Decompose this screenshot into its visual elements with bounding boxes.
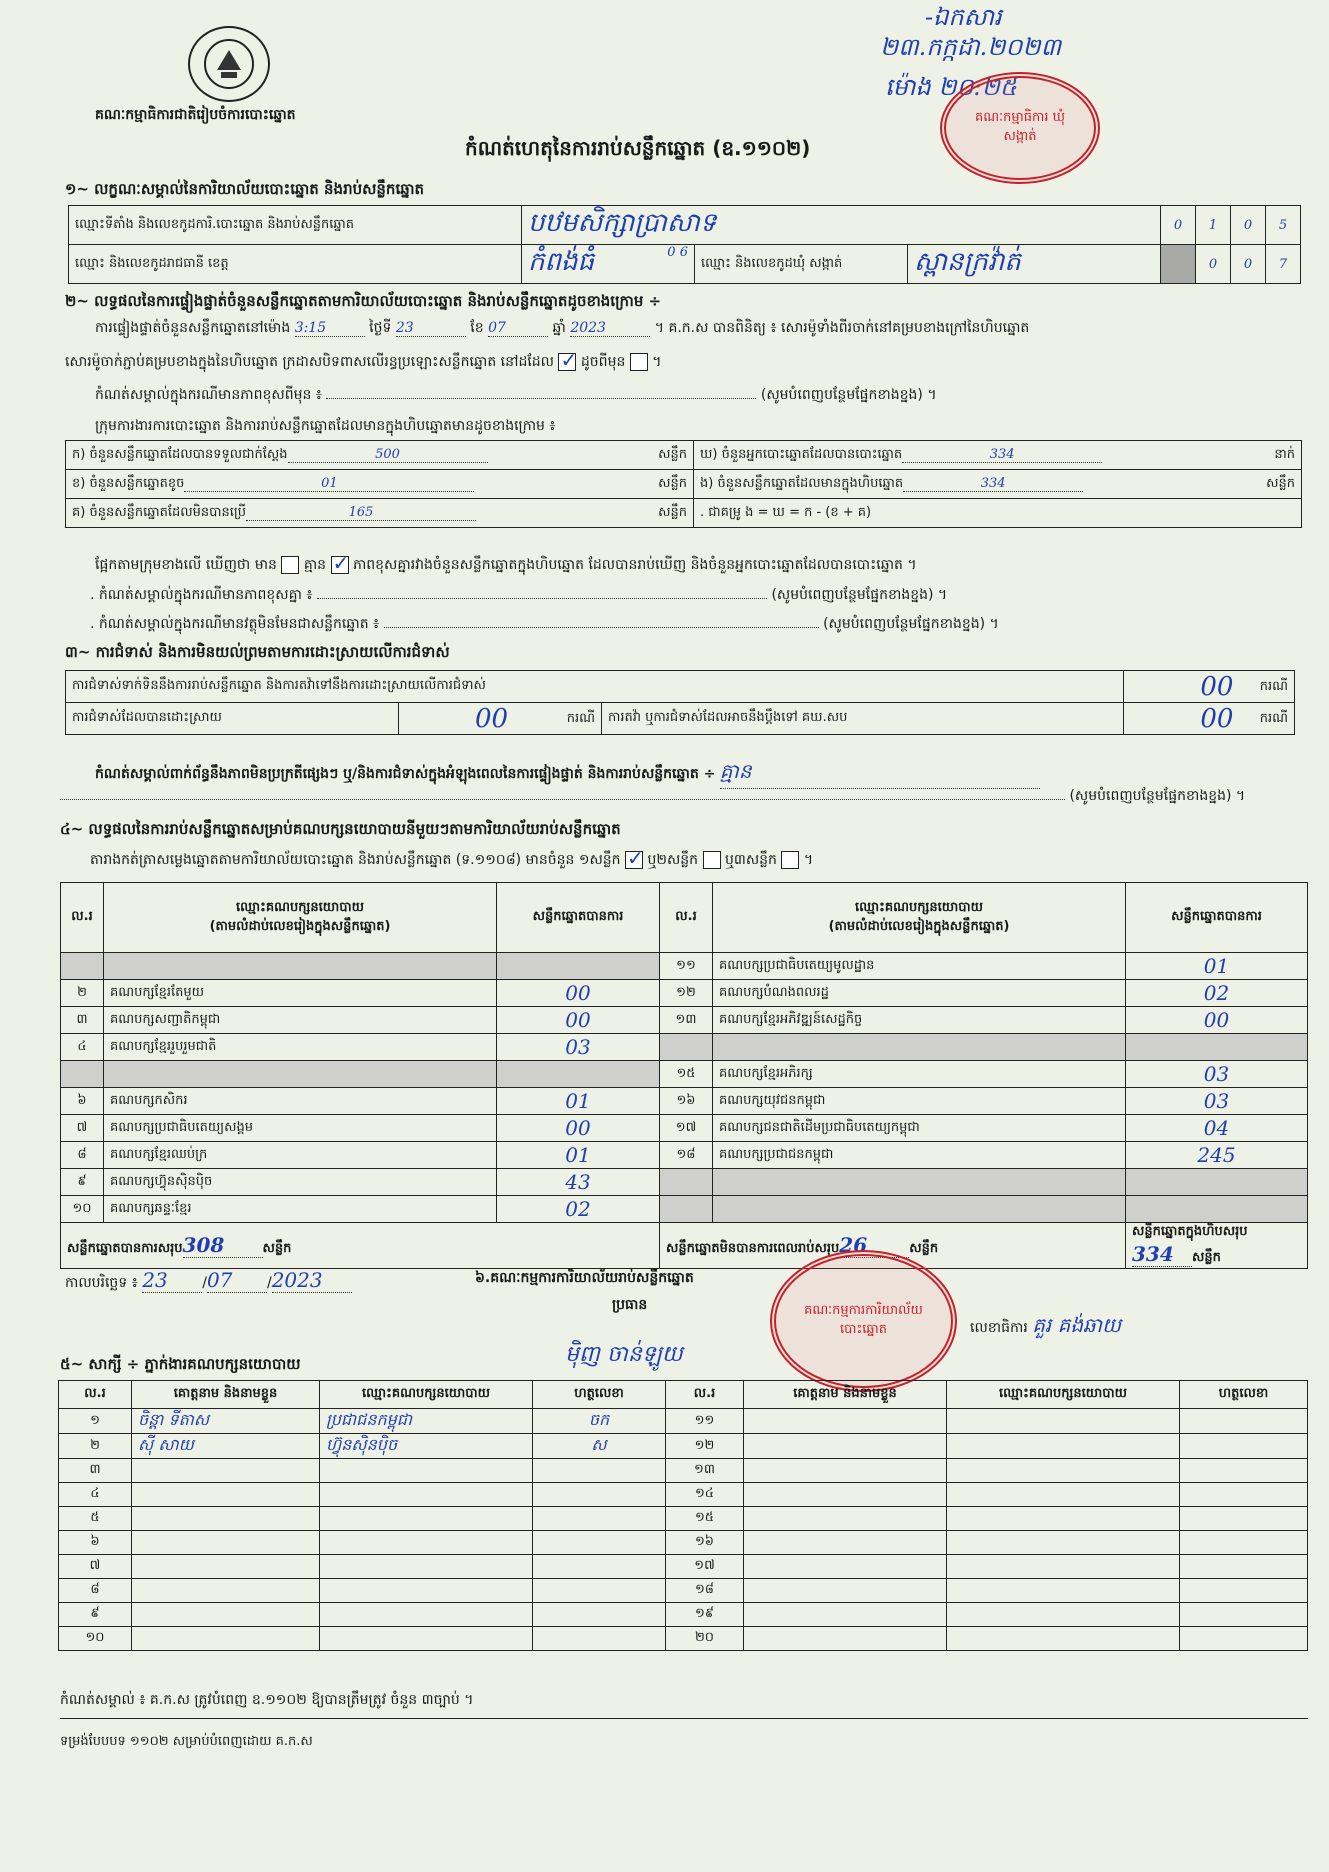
line1-year-label: ឆ្នាំ bbox=[552, 320, 566, 336]
corner-time: ម៉ោង ២០:២៥ bbox=[885, 73, 1017, 101]
check-time: 3:15 bbox=[295, 320, 365, 337]
w-no-cell: ៩ bbox=[59, 1603, 132, 1627]
witness-row bbox=[59, 1507, 1308, 1531]
party-no-cell: ១៨ bbox=[660, 1142, 713, 1169]
note-non-ballot: . កំណត់សម្គាល់ក្នុងករណីមានវត្ថុមិនមែនជាសន្លឹកឆ្នោត ៖ (សូមបំពេញបន្ថែមផ្នែកខាងខ្នង) ។ bbox=[90, 616, 999, 632]
w-no-cell: ៧ bbox=[59, 1555, 132, 1579]
party-votes-cell: 03 bbox=[497, 1034, 660, 1061]
irregularity-hint-line: (សូមបំពេញបន្ថែមផ្នែកខាងខ្នង) ។ bbox=[60, 786, 1245, 807]
ballot-count-table bbox=[65, 440, 1302, 528]
w-name-cell bbox=[744, 1507, 947, 1531]
w-party-cell bbox=[947, 1603, 1180, 1627]
party-name-cell: គណបក្សប្រជាធិបតេយ្យសង្គម bbox=[104, 1115, 497, 1142]
party-name-cell: គណបក្សយុវជនកម្ពុជា bbox=[713, 1088, 1126, 1115]
w-col-name: គោត្តនាម និងនាមខ្លួន bbox=[744, 1381, 947, 1409]
w-name-cell bbox=[132, 1507, 320, 1531]
witness-row bbox=[59, 1483, 1308, 1507]
party-name-cell: គណបក្សបំណងពលរដ្ឋ bbox=[713, 980, 1126, 1007]
party-row bbox=[61, 953, 1308, 980]
party-no-cell: ៨ bbox=[61, 1142, 104, 1169]
footer-note: កំណត់សម្គាល់ ៖ គ.ក.ស ត្រូវបំពេញ ឧ.១១០២ ឱ្យបានត្រឹមត្រូវ ចំនួន ៣ច្បាប់ ។ bbox=[60, 1692, 474, 1708]
line1-text: ការផ្ទៀងផ្ទាត់ចំនួនសន្លឹកឆ្នោតនៅម៉ោង bbox=[95, 320, 291, 336]
party-no-cell: ៧ bbox=[61, 1115, 104, 1142]
party-name-cell bbox=[713, 1196, 1126, 1223]
commune-handwritten: ស្ពានក្រវ៉ាត់ bbox=[914, 247, 1021, 277]
party-no-cell: ១២ bbox=[660, 980, 713, 1007]
party-votes-cell: 01 bbox=[1126, 953, 1308, 980]
party-votes-cell: 02 bbox=[1126, 980, 1308, 1007]
party-votes-cell bbox=[1126, 1034, 1308, 1061]
national-election-committee-logo-icon bbox=[188, 26, 270, 102]
section2-title: ២~ លទ្ធផលនៃការផ្ទៀងផ្ទាត់ចំនួនសន្លឹកឆ្នោតតាមការិយាល័យបោះឆ្នោត និងរាប់សន្លឹកឆ្នោតដូចខាងក្រោម ÷ bbox=[65, 292, 662, 310]
ballots-in-box: 334 bbox=[903, 476, 1083, 492]
party-name-cell: គណបក្សខ្មែរតែមួយ bbox=[104, 980, 497, 1007]
w-party-cell bbox=[947, 1459, 1180, 1483]
party-row bbox=[61, 1115, 1308, 1142]
count-row-a: ក) ចំនួនសន្លឹកឆ្នោតដែលបានទទួលជាក់ស្តែង 500 សន្លឹក bbox=[66, 441, 694, 470]
witness-row bbox=[59, 1627, 1308, 1651]
no-difference-checkbox[interactable] bbox=[331, 556, 349, 574]
section2-line4: ក្រុមការងារការបោះឆ្នោត និងការរាប់សន្លឹកឆ្នោតដែលមានក្នុងហិបឆ្នោតមានដូចខាងក្រោម ៖ bbox=[95, 418, 556, 434]
party-no-cell: ៤ bbox=[61, 1034, 104, 1061]
witness-row bbox=[59, 1603, 1308, 1627]
w-col-party: ឈ្មោះគណបក្សនយោបាយ bbox=[947, 1381, 1180, 1409]
code-digit: 0 bbox=[1231, 206, 1266, 245]
check-month: 07 bbox=[488, 320, 548, 337]
section2-line3 bbox=[95, 385, 937, 406]
has-difference-checkbox[interactable] bbox=[281, 556, 299, 574]
chair-label: ប្រធាន bbox=[612, 1297, 648, 1313]
w-party-cell: ហ៊្វុនស៊ិនប៉ិច bbox=[320, 1434, 533, 1459]
w-no-cell: ៤ bbox=[59, 1483, 132, 1507]
commune-label: ឈ្មោះ និងលេខកូដឃុំ សង្កាត់ bbox=[695, 245, 908, 284]
party-row bbox=[61, 1169, 1308, 1196]
party-votes-cell: 00 bbox=[497, 1007, 660, 1034]
line3-hint: (សូមបំពេញបន្ថែមផ្នែកខាងខ្នង) ។ bbox=[760, 387, 937, 403]
party-results-table bbox=[60, 882, 1308, 1269]
secretary-label: លេខាធិការ គួរ គង់ឆាយ bbox=[970, 1313, 1122, 1337]
w-no-cell: ១៧ bbox=[666, 1555, 744, 1579]
section1-table bbox=[68, 205, 1301, 284]
party-name-cell: គណបក្សជនជាតិដើមប្រជាធិបតេយ្យកម្ពុជា bbox=[713, 1115, 1126, 1142]
party-name-cell: គណបក្សហ៊្វុនស៊ិនប៉ិច bbox=[104, 1169, 497, 1196]
unused-ballots: 165 bbox=[246, 505, 476, 521]
province-code: 0 bbox=[667, 245, 676, 260]
line3-text: កំណត់សម្គាល់ក្នុងករណីមានភាពខុសពីមុន ៖ bbox=[95, 387, 322, 403]
w-sign-cell bbox=[1180, 1434, 1308, 1459]
w-name-cell bbox=[132, 1579, 320, 1603]
objections-table bbox=[65, 670, 1295, 735]
section2-compare bbox=[95, 555, 917, 576]
w-party-cell bbox=[947, 1409, 1180, 1434]
resolved-label: ការជំទាស់ដែលបានដោះស្រាយ bbox=[66, 703, 399, 735]
compare-tail: ភាពខុសគ្នារវាងចំនួនសន្លឹកឆ្នោតក្នុងហិបឆ្នោត ដែលបានរាប់ឃើញ និងចំនួនអ្នកបោះឆ្នោតដែលបានបោះឆ្នោត ។ bbox=[352, 557, 917, 573]
party-votes-cell: 00 bbox=[1126, 1007, 1308, 1034]
w-sign-cell bbox=[1180, 1507, 1308, 1531]
party-votes-cell: 03 bbox=[1126, 1061, 1308, 1088]
party-name-cell bbox=[104, 1061, 497, 1088]
w-sign-cell bbox=[533, 1459, 666, 1483]
witness-row bbox=[59, 1459, 1308, 1483]
w-name-cell bbox=[132, 1603, 320, 1627]
location-handwritten: បឋមសិក្សាប្រាសាទ bbox=[528, 208, 717, 238]
party-name-cell: គណបក្សខ្មែររួបរួមជាតិ bbox=[104, 1034, 497, 1061]
party-row bbox=[61, 980, 1308, 1007]
compare-text: ផ្អែកតាមក្រុមខាងលើ ឃើញថា មាន bbox=[95, 557, 277, 573]
w-name-cell bbox=[132, 1531, 320, 1555]
w-no-cell: ៥ bbox=[59, 1507, 132, 1531]
party-row bbox=[61, 1034, 1308, 1061]
party-row bbox=[61, 1088, 1308, 1115]
province-handwritten: កំពង់ធំ bbox=[528, 247, 595, 277]
no-difference-label: គ្មាន bbox=[303, 557, 327, 573]
w-party-cell bbox=[320, 1459, 533, 1483]
witness-row bbox=[59, 1434, 1308, 1459]
code-digit: 5 bbox=[1266, 206, 1301, 245]
w-party-cell bbox=[947, 1555, 1180, 1579]
w-col-name: គោត្តនាម និងនាមខ្លួន bbox=[132, 1381, 320, 1409]
w-name-cell bbox=[132, 1459, 320, 1483]
three-sheets-checkbox[interactable] bbox=[781, 851, 799, 869]
w-name-cell: ចិន្តា ទីតាស bbox=[132, 1409, 320, 1434]
w-no-cell: ២ bbox=[59, 1434, 132, 1459]
party-name-cell: គណបក្សខ្មែរអភិវឌ្ឍន៍សេដ្ឋកិច្ច bbox=[713, 1007, 1126, 1034]
party-no-cell: ១៣ bbox=[660, 1007, 713, 1034]
same-as-before-label: ដូចពីមុន bbox=[580, 354, 626, 370]
party-no-cell: ១៧ bbox=[660, 1115, 713, 1142]
objection-label: ការជំទាស់ទាក់ទិននឹងការរាប់សន្លឹកឆ្នោត និងការតវ៉ាទៅនឹងការដោះស្រាយលើការជំទាស់ bbox=[66, 671, 1124, 703]
party-row bbox=[61, 1142, 1308, 1169]
w-party-cell bbox=[947, 1507, 1180, 1531]
chair-signature: ម៉ិញ ចាន់ឡូយ bbox=[565, 1342, 683, 1367]
w-sign-cell bbox=[533, 1603, 666, 1627]
party-no-cell: ១៥ bbox=[660, 1061, 713, 1088]
party-votes-cell: 245 bbox=[1126, 1142, 1308, 1169]
party-row bbox=[61, 1007, 1308, 1034]
w-no-cell: ១៣ bbox=[666, 1459, 744, 1483]
party-votes-cell: 03 bbox=[1126, 1088, 1308, 1115]
w-name-cell bbox=[744, 1459, 947, 1483]
w-col-sign: ហត្ថលេខា bbox=[1180, 1381, 1308, 1409]
total-all: សន្លឹកឆ្នោតក្នុងហិបសរុប334 សន្លឹក bbox=[1126, 1223, 1308, 1269]
section4-title: ៤~ លទ្ធផលនៃការរាប់សន្លឹកឆ្នោតសម្រាប់គណបក្សនយោបាយនីមួយៗតាមការិយាល័យរាប់សន្លឹកឆ្នោត bbox=[60, 820, 621, 838]
resolved-count: 00 ករណី bbox=[399, 703, 602, 735]
count-row-d: ឃ) ចំនួនអ្នកបោះឆ្នោតដែលបានបោះឆ្នោត 334 នាក់ bbox=[694, 441, 1302, 470]
line2-text: សោរម៉ូចាក់ភ្ជាប់គម្របខាងក្នុងនៃហិបឆ្នោត ក្រដាសបិទពាសលើរន្ធប្រឡោះសន្លឹកឆ្នោត នៅដដែល bbox=[65, 354, 554, 370]
w-sign-cell bbox=[1180, 1409, 1308, 1434]
w-party-cell bbox=[320, 1483, 533, 1507]
committee-label: ៦.គណៈកម្មការការិយាល័យរាប់សន្លឹកឆ្នោត bbox=[475, 1270, 694, 1286]
party-name-cell: គណបក្សប្រជាជនកម្ពុជា bbox=[713, 1142, 1126, 1169]
code-digit: 0 bbox=[1161, 206, 1196, 245]
section1-title: ១~ លក្ខណៈសម្គាល់នៃការិយាល័យបោះឆ្នោត និងរាប់សន្លឹកឆ្នោត bbox=[65, 180, 425, 198]
col-votes: សន្លឹកឆ្នោតបានការ bbox=[497, 883, 660, 953]
party-no-cell: ៦ bbox=[61, 1088, 104, 1115]
line1-tail: ។ គ.ក.ស បានពិនិត្យ ៖ សោរម៉ូទាំងពីរចាក់នៅគម្របខាងក្រៅនៃហិបឆ្នោត bbox=[654, 320, 1030, 336]
count-row-c: គ) ចំនួនសន្លឹកឆ្នោតដែលមិនបានប្រើ 165 សន្លឹក bbox=[66, 499, 694, 528]
w-sign-cell bbox=[533, 1579, 666, 1603]
party-votes-cell: 00 bbox=[497, 980, 660, 1007]
w-name-cell bbox=[744, 1603, 947, 1627]
party-no-cell: ៣ bbox=[61, 1007, 104, 1034]
party-no-cell bbox=[660, 1169, 713, 1196]
col-party: ឈ្មោះគណបក្សនយោបាយ (តាមលំដាប់លេខរៀងក្នុងសន្លឹកឆ្នោត) bbox=[104, 883, 497, 953]
province-code: 6 bbox=[679, 245, 688, 260]
form-reference: ទម្រង់បែបបទ ១១០២ សម្រាប់បំពេញដោយ គ.ក.ស bbox=[60, 1734, 313, 1749]
witness-row bbox=[59, 1555, 1308, 1579]
party-votes-cell: 02 bbox=[497, 1196, 660, 1223]
party-name-cell: គណបក្សប្រជាធិបតេយ្យមូលដ្ឋាន bbox=[713, 953, 1126, 980]
party-votes-cell: 04 bbox=[1126, 1115, 1308, 1142]
section5-title: ៥~ សាក្សី ÷ ភ្នាក់ងារគណបក្សនយោបាយ bbox=[60, 1355, 301, 1373]
w-sign-cell bbox=[1180, 1555, 1308, 1579]
w-name-cell bbox=[744, 1555, 947, 1579]
party-no-cell bbox=[61, 1061, 104, 1088]
witness-table bbox=[58, 1380, 1308, 1651]
party-no-cell bbox=[660, 1196, 713, 1223]
party-name-cell: គណបក្សឆន្ទៈខ្មែរ bbox=[104, 1196, 497, 1223]
w-no-cell: ៦ bbox=[59, 1531, 132, 1555]
w-name-cell bbox=[744, 1627, 947, 1651]
appeal-count: 00 ករណី bbox=[1124, 703, 1295, 735]
party-no-cell: ៩ bbox=[61, 1169, 104, 1196]
commune-code-digit: 0 bbox=[1231, 245, 1266, 284]
w-no-cell: ១៨ bbox=[666, 1579, 744, 1603]
w-party-cell bbox=[320, 1555, 533, 1579]
commune-value bbox=[908, 245, 1161, 284]
irregularity-note: កំណត់សម្គាល់ពាក់ព័ន្ធនឹងភាពមិនប្រក្រតីផ្សេងៗ ឬ/និងការជំទាស់ក្នុងអំឡុងពេលនៃការផ្ទៀងផ្ទាត់ និងការរាប់សន្លឹកឆ្នោត ÷ គ្មាន bbox=[95, 758, 1040, 789]
check-day: 23 bbox=[396, 320, 466, 337]
w-sign-cell bbox=[1180, 1459, 1308, 1483]
party-name-cell bbox=[713, 1169, 1126, 1196]
footer-divider bbox=[60, 1718, 1308, 1719]
party-name-cell: គណបក្សខ្មែរអភិរក្ស bbox=[713, 1061, 1126, 1088]
party-votes-cell: 01 bbox=[497, 1088, 660, 1115]
w-sign-cell bbox=[1180, 1627, 1308, 1651]
col-party: ឈ្មោះគណបក្សនយោបាយ (តាមលំដាប់លេខរៀងក្នុងសន្លឹកឆ្នោត) bbox=[713, 883, 1126, 953]
w-sign-cell bbox=[1180, 1603, 1308, 1627]
org-name: គណៈកម្មាធិការជាតិរៀបចំការបោះឆ្នោត bbox=[95, 107, 296, 123]
w-name-cell bbox=[744, 1483, 947, 1507]
w-name-cell bbox=[132, 1627, 320, 1651]
intact-checkbox[interactable] bbox=[558, 353, 576, 371]
commune-code-digit: 7 bbox=[1266, 245, 1301, 284]
w-sign-cell: ចក bbox=[533, 1409, 666, 1434]
party-no-cell: ១១ bbox=[660, 953, 713, 980]
w-party-cell bbox=[320, 1603, 533, 1627]
w-no-cell: ១៩ bbox=[666, 1603, 744, 1627]
total-invalid: សន្លឹកឆ្នោតមិនបានការពេលរាប់សរុប26 សន្លឹក bbox=[660, 1223, 1126, 1269]
w-sign-cell: ស bbox=[533, 1434, 666, 1459]
w-party-cell bbox=[947, 1531, 1180, 1555]
w-col-party: ឈ្មោះគណបក្សនយោបាយ bbox=[320, 1381, 533, 1409]
party-name-cell bbox=[713, 1034, 1126, 1061]
count-row-e: ង) ចំនួនសន្លឹកឆ្នោតដែលមានក្នុងហិបឆ្នោត 334 សន្លឹក bbox=[694, 470, 1302, 499]
w-name-cell bbox=[744, 1531, 947, 1555]
col-votes: សន្លឹកឆ្នោតបានការ bbox=[1126, 883, 1308, 953]
top-seal-text: គណៈកម្មាធិការ ឃុំ សង្កាត់ bbox=[975, 110, 1065, 144]
witness-row bbox=[59, 1409, 1308, 1434]
date-line: កាលបរិច្ឆេទ ៖ 23 /07 /2023 bbox=[65, 1268, 352, 1294]
form-title: កំណត់ហេតុនៃការរាប់សន្លឹកឆ្នោត (ឧ.១១០២) bbox=[465, 136, 811, 160]
total-valid: សន្លឹកឆ្នោតបានការសរុប308 សន្លឹក bbox=[61, 1223, 660, 1269]
party-votes-cell: 43 bbox=[497, 1169, 660, 1196]
party-row bbox=[61, 1196, 1308, 1223]
section2-line1 bbox=[95, 318, 1305, 339]
w-party-cell bbox=[947, 1579, 1180, 1603]
party-name-cell: គណបក្សខ្មែរឈប់ក្រ bbox=[104, 1142, 497, 1169]
party-name-cell: គណបក្សកសិករ bbox=[104, 1088, 497, 1115]
received-ballots: 500 bbox=[288, 447, 488, 463]
w-no-cell: ១០ bbox=[59, 1627, 132, 1651]
party-no-cell: ១៦ bbox=[660, 1088, 713, 1115]
w-sign-cell bbox=[533, 1507, 666, 1531]
party-votes-cell: 00 bbox=[497, 1115, 660, 1142]
w-party-cell bbox=[320, 1579, 533, 1603]
w-party-cell bbox=[320, 1627, 533, 1651]
w-col-no: ល.រ bbox=[666, 1381, 744, 1409]
party-votes-cell bbox=[497, 953, 660, 980]
corner-date: ២៣.កក្កដា.២០២៣ bbox=[880, 33, 1062, 61]
party-row bbox=[61, 1061, 1308, 1088]
w-sign-cell bbox=[1180, 1579, 1308, 1603]
count-formula: . ជាគម្រូ ង = ឃ = ក - (ខ + គ) bbox=[694, 499, 1302, 528]
w-sign-cell bbox=[533, 1555, 666, 1579]
w-name-cell bbox=[744, 1579, 947, 1603]
w-party-cell bbox=[320, 1531, 533, 1555]
w-sign-cell bbox=[533, 1531, 666, 1555]
secretary-signature: គួរ គង់ឆាយ bbox=[1032, 1313, 1122, 1337]
bottom-seal-stamp-icon bbox=[770, 1250, 957, 1392]
w-party-cell bbox=[320, 1507, 533, 1531]
appeal-label: ការតវ៉ា ឬការជំទាស់ដែលអាចនឹងប្តឹងទៅ គឃ.សប bbox=[602, 703, 1124, 735]
w-name-cell bbox=[132, 1555, 320, 1579]
party-votes-cell bbox=[497, 1061, 660, 1088]
w-sign-cell bbox=[533, 1483, 666, 1507]
count-row-b: ខ) ចំនួនសន្លឹកឆ្នោតខូច 01 សន្លឹក bbox=[66, 470, 694, 499]
w-no-cell: ២០ bbox=[666, 1627, 744, 1651]
party-name-cell: គណបក្សសញ្ជាតិកម្ពុជា bbox=[104, 1007, 497, 1034]
w-name-cell bbox=[744, 1409, 947, 1434]
code-digit: 1 bbox=[1196, 206, 1231, 245]
section4-subtitle: តារាងកត់ត្រាសម្លេងឆ្នោតតាមការិយាល័យបោះឆ្នោត និងរាប់សន្លឹកឆ្នោត (ទ.១១០៨) មានចំនួន ១សន្លឹក ✓ ឬ២សន្លឹក ឬ៣សន្លឹក ។ bbox=[90, 850, 813, 871]
bottom-seal-text: គណៈកម្មការការិយាល័យបោះឆ្នោត bbox=[804, 1303, 923, 1337]
two-sheets-checkbox[interactable] bbox=[703, 851, 721, 869]
party-votes-cell bbox=[1126, 1169, 1308, 1196]
w-party-cell: ប្រជាជនកម្ពុជា bbox=[320, 1409, 533, 1434]
w-no-cell: ១៥ bbox=[666, 1507, 744, 1531]
w-sign-cell bbox=[1180, 1531, 1308, 1555]
one-sheet-checkbox[interactable] bbox=[625, 851, 643, 869]
voters-voted: 334 bbox=[902, 447, 1102, 463]
party-no-cell bbox=[61, 953, 104, 980]
w-party-cell bbox=[947, 1434, 1180, 1459]
commune-code-digit: 0 bbox=[1196, 245, 1231, 284]
w-name-cell bbox=[132, 1483, 320, 1507]
w-party-cell bbox=[947, 1483, 1180, 1507]
party-votes-cell: 01 bbox=[497, 1142, 660, 1169]
w-col-no: ល.រ bbox=[59, 1381, 132, 1409]
top-seal-stamp-icon bbox=[940, 72, 1100, 184]
witness-row bbox=[59, 1531, 1308, 1555]
w-no-cell: ១២ bbox=[666, 1434, 744, 1459]
same-as-before-checkbox[interactable] bbox=[630, 353, 648, 371]
irregularity-value: គ្មាន bbox=[720, 758, 1040, 789]
location-value bbox=[522, 206, 1161, 245]
spoiled-ballots: 01 bbox=[184, 476, 474, 492]
province-value bbox=[522, 245, 695, 284]
corner-note: -ឯកសារ bbox=[925, 3, 1002, 31]
w-name-cell: ស៊ី សាយ bbox=[132, 1434, 320, 1459]
line1-day-label: ថ្ងៃទី bbox=[369, 320, 392, 336]
location-label: ឈ្មោះទីតាំង និងលេខកូដការិ.បោះឆ្នោត និងរាប់សន្លឹកឆ្នោត bbox=[69, 206, 522, 245]
w-name-cell bbox=[744, 1434, 947, 1459]
section2-line2: សោរម៉ូចាក់ភ្ជាប់គម្របខាងក្នុងនៃហិបឆ្នោត ក្រដាសបិទពាសលើរន្ធប្រឡោះសន្លឹកឆ្នោត នៅដដែល ✓ ដូចពីមុន ។ bbox=[65, 352, 661, 373]
note-difference: . កំណត់សម្គាល់ក្នុងករណីមានភាពខុសគ្នា ៖ (សូមបំពេញបន្ថែមផ្នែកខាងខ្នង) ។ bbox=[90, 587, 948, 603]
w-no-cell: ៨ bbox=[59, 1579, 132, 1603]
party-no-cell: ២ bbox=[61, 980, 104, 1007]
party-no-cell bbox=[660, 1034, 713, 1061]
province-label: ឈ្មោះ និងលេខកូដរាជធានី ខេត្ត bbox=[69, 245, 522, 284]
section3-title: ៣~ ការជំទាស់ និងការមិនយល់ព្រមតាមការដោះស្រាយលើការជំទាស់ bbox=[65, 643, 450, 661]
party-no-cell: ១០ bbox=[61, 1196, 104, 1223]
w-no-cell: ១១ bbox=[666, 1409, 744, 1434]
check-year: 2023 bbox=[570, 320, 650, 337]
objection-count: 00 ករណី bbox=[1124, 671, 1295, 703]
w-no-cell: ១ bbox=[59, 1409, 132, 1434]
line1-month-label: ខែ bbox=[470, 320, 484, 336]
col-no: ល.រ bbox=[660, 883, 713, 953]
w-no-cell: ១៤ bbox=[666, 1483, 744, 1507]
w-no-cell: ៣ bbox=[59, 1459, 132, 1483]
witness-row bbox=[59, 1579, 1308, 1603]
w-sign-cell bbox=[533, 1627, 666, 1651]
col-no: ល.រ bbox=[61, 883, 104, 953]
w-no-cell: ១៦ bbox=[666, 1531, 744, 1555]
party-votes-cell bbox=[1126, 1196, 1308, 1223]
w-party-cell bbox=[947, 1627, 1180, 1651]
w-col-sign: ហត្ថលេខា bbox=[533, 1381, 666, 1409]
party-name-cell bbox=[104, 953, 497, 980]
w-sign-cell bbox=[1180, 1483, 1308, 1507]
